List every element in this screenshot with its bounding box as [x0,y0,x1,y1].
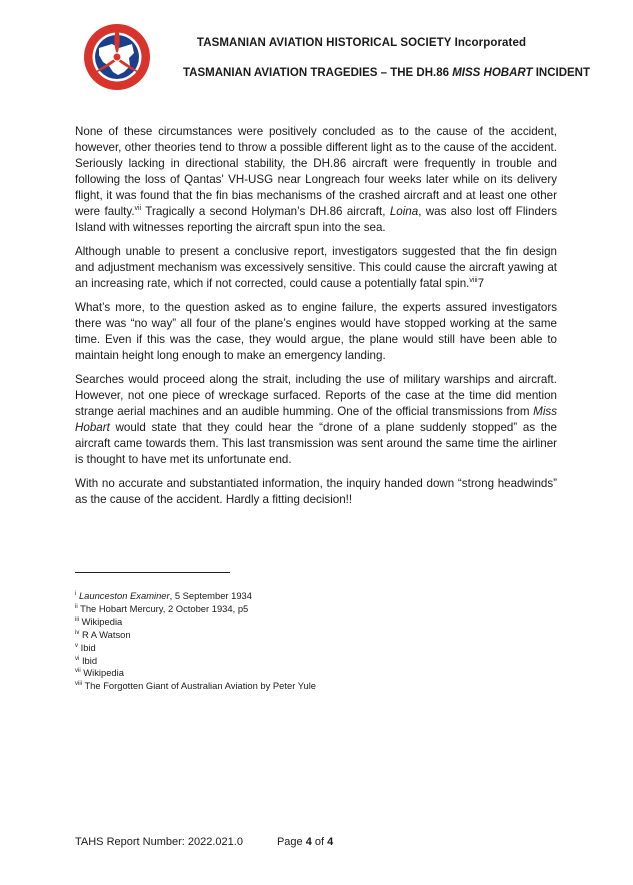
footnote-ref: vii [134,205,142,213]
footnote-ref: viii [469,277,478,285]
footnote: $^{vii}$ Wikipedia [75,667,124,679]
footnote: $^{viii}$ The Forgotten Giant of Australian Aviation by Peter Yule [75,680,317,692]
document-subtitle: TASMANIAN AVIATION TRAGEDIES – THE DH.86 MISS HOBART INCIDENT [182,67,590,79]
footnote: $^{vi}$ Ibid [75,654,98,666]
footnote: $^v$ Ibid [75,641,96,653]
paragraph: With no accurate and substantiated information, the inquiry handed down “strong headwinds” as the cause of the accident. Hardly a fitting decision!! [75,477,557,506]
footnote: $^{iv}$ R A Watson [75,628,131,640]
footnote-divider [75,572,230,573]
paragraph: Searches would proceed along the strait, including the use of military warships and aircraft. However, not one piece of wreckage surfaced. Reports of the case at the time did mention strange aerial machines and an audible humming. One of the official transmissions from Miss Hobart would state that they could hear the “drone of a plane suddenly stopped” as the aircraft came towards them. This last transmission was sent around the same time the airliner is thought to have met its unfortunate end. [75,373,557,466]
paragraph: None of these circumstances were positively concluded as to the cause of the accident, however, other theories tend to throw a possible different light as to the cause of the accident. Seriously lacking in directional stability, the DH.86 aircraft were frequently in trouble and following the loss of Qantas' VH-USG near Longreach four weeks later while on its delivery flight, it was found that the fin bias mechanisms of the crashed aircraft and at least one other were faulty.$^{vii}$ Tragically a second Holyman’s DH.86 aircraft, Loina, was also lost off Flinders Island with witnesses reporting the aircraft spun into the sea. [75,125,557,234]
paragraph: Although unable to present a conclusive report, investigators suggested that the fin design and adjustment mechanism was excessively sensitive. This could cause the aircraft yawing at an increasing rate, which if not corrected, could cause a potentially fatal spin.$^{viii}$7 [75,245,557,290]
footnote: $^{ii}$ The Hobart Mercury, 2 October 1934, p5 [75,602,249,614]
organization-name: TASMANIAN AVIATION HISTORICAL SOCIETY Incorporated [196,37,527,49]
page-number: Page 4 of 4 [276,836,334,848]
footnote: $^i$ Launceston Examiner, 5 September 1934 [75,590,252,601]
page-footer [75,836,333,848]
tahs-logo-icon [82,22,152,92]
document-body [75,124,557,516]
paragraph: What’s more, to the question asked as to engine failure, the experts assured investigators there was “no way” all four of the plane’s engines would have stopped working at the same time. Even if this was the case, they would argue, the plane would still have been able to maintain height long enough to make an emergency landing. [75,301,557,362]
footnote: $^{iii}$ Wikipedia [75,615,123,627]
footnotes-list [75,590,316,693]
report-number: TAHS Report Number: 2022.021.0 [75,836,243,848]
